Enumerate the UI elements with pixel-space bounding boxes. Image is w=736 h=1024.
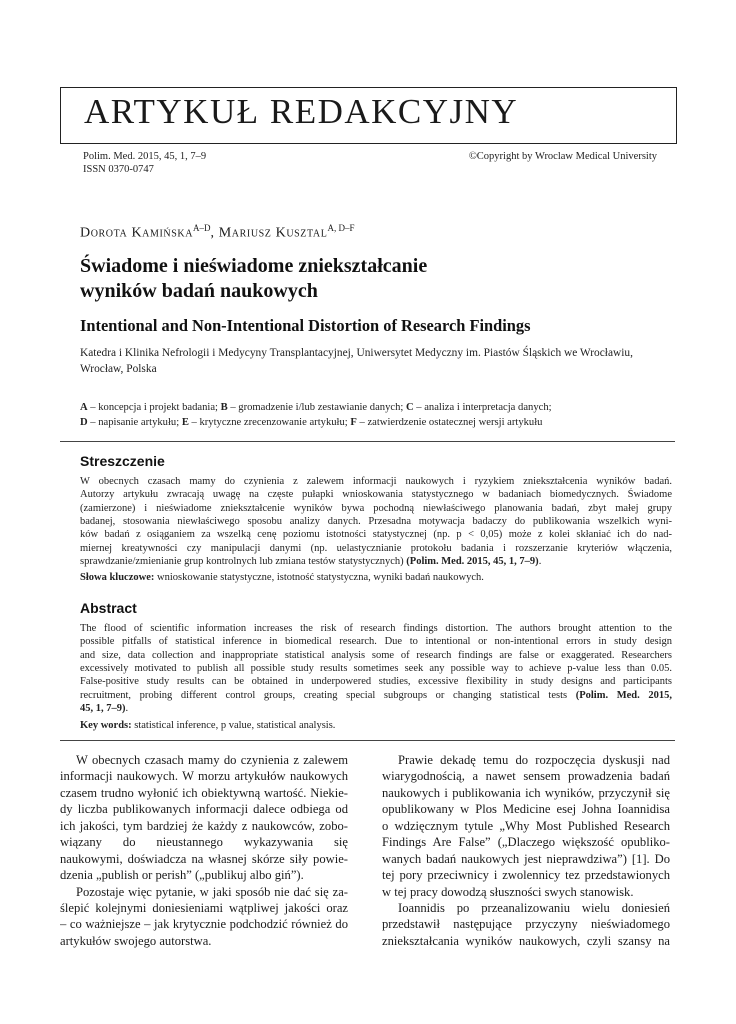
streszczenie-line: (zamierzone) i nieświadome zniekształcenie wyników bywa pochodną niewłaściwego planowania badań, zbyt małej grupy <box>80 502 672 514</box>
citation: (Polim. Med. 2015, 45, 1, 7–9) <box>406 556 539 568</box>
body-text-line: informacji naukowych. W morzu artykułów naukowych <box>60 769 348 784</box>
keywords-label: Key words: <box>80 720 132 731</box>
contribution-desc: – analiza i interpretacja danych; <box>413 402 552 413</box>
abstract-line <box>80 702 672 715</box>
body-text-line: przedstawił następujące przyczyny nieświadomego <box>382 917 670 932</box>
contribution-code: B <box>220 402 228 413</box>
abstract-line-text: recruitment, probing different control groups, creating special subgroups or changing statistical tests <box>80 689 576 701</box>
body-text-line: Findings Are False” („Dlaczego większość opubliko- <box>382 835 670 850</box>
body-text-line: ślepić kolejnymi doniesieniami wątpliwej jakości oraz <box>60 900 348 915</box>
affiliation <box>80 346 670 377</box>
body-text-line: Pozostaje więc pytanie, w jaki sposób nie dać się za- <box>76 884 348 899</box>
author-separator: , <box>210 225 219 241</box>
body-text-line: w tej pracy dowodzą słuszności swych stanowisk. <box>382 884 634 899</box>
body-text-line: W obecnych czasach mamy do czynienia z zalewem <box>76 753 348 767</box>
contribution-code: C <box>405 402 414 413</box>
streszczenie-heading: Streszczenie <box>80 453 165 469</box>
contribution-desc: – napisanie artykułu; <box>87 416 182 428</box>
body-text-line: – co ważniejsze – jak krytycznie podchodzić również do <box>60 917 348 932</box>
streszczenie-line: ków badań z osiąganiem za wszelką cenę poziomu istotności statystycznej (np. p < 0,05) może z kolei skłaniać ich do nad- <box>80 529 672 541</box>
polish-title-line: wyników badań naukowych <box>80 280 318 302</box>
contribution-desc: – gromadzenie i/lub zestawianie danych; <box>227 402 406 413</box>
polish-title <box>80 254 640 304</box>
streszczenie-line: badanej, stosowania niewłaściwego sposobu analizy danych. Przesadna motywacja badaczy do publikowania wszelkich wyni- <box>80 516 672 528</box>
streszczenie-line <box>80 555 672 568</box>
contribution-line <box>80 401 680 416</box>
body-text-line: wiązany do nieustannego wykazywania się <box>60 835 348 850</box>
divider <box>60 740 675 741</box>
streszczenie-line-text: sprawdzanie/zmienianie grup kontrolnych lub zmiana testów statystycznych) <box>80 556 407 568</box>
abstract-line: and size, data collection and inappropriate statistical analysis some of research findings are false or exaggerated. Researchers <box>80 649 672 661</box>
body-text-line: dzenia „publish or perish” („publikuj albo giń”). <box>60 868 304 883</box>
author-name: Mariusz Kusztal <box>218 225 328 241</box>
keywords-text: statistical inference, p value, statistical analysis. <box>131 720 336 731</box>
body-text-line: wiarygodnością, a nawet sensem prowadzenia badań <box>382 769 670 784</box>
author-list <box>80 223 354 242</box>
body-column-left <box>60 752 348 949</box>
abstract-line: possible pitfalls of statistical inference in biomedical research. Due to intentional or non-intentional errors in study design <box>80 636 672 648</box>
abstract-line: The flood of scientific information increases the risk of research findings distortion. The authors brought attention to the <box>80 623 672 634</box>
body-text-line: ich jakości, tym bardziej że każdy z naukowców, zobo- <box>60 818 348 833</box>
line-end: . <box>538 556 542 568</box>
streszczenie-text <box>80 475 672 568</box>
contribution-desc: – krytyczne zrecenzowanie artykułu; <box>188 416 351 428</box>
author-name: Dorota Kamińska <box>80 225 194 241</box>
abstract-text <box>80 622 672 715</box>
article-type-banner <box>60 87 677 144</box>
body-text-line: naukowych i publikowania ich wyników, przyczynił się <box>382 785 670 800</box>
author-contribution: A–D <box>193 223 211 233</box>
body-text-line: tej pory przeciwnicy i zwolennicy tez przedstawionych <box>382 868 670 883</box>
contribution-desc: – zatwierdzenie ostatecznej wersji artykułu <box>356 416 543 428</box>
contribution-line <box>80 416 680 431</box>
contribution-code: A <box>80 402 88 413</box>
body-text-line: Prawie dekadę temu do rozpoczęcia dyskusji nad <box>398 753 670 767</box>
abstract-line: False-positive study results can be obtained in underpowered studies, excessive flexibility in study designs and participants <box>80 676 672 688</box>
abstract-heading: Abstract <box>80 600 137 616</box>
divider <box>60 441 675 442</box>
body-column-right <box>382 752 670 949</box>
body-text-line: dy liczba publikowanych informacji dalece odbiega od <box>60 802 348 817</box>
polish-title-line: Świadome i nieświadome zniekształcanie <box>80 255 428 277</box>
affiliation-line: Katedra i Klinika Nefrologii i Medycyny Transplantacyjnej, Uniwersytet Medyczny im. Piastów Śląskich we Wrocławiu, <box>80 347 633 359</box>
body-text-line: zniekształcania wyników naukowych, czyli szansy na <box>382 933 670 948</box>
issn: ISSN 0370-0747 <box>83 164 154 175</box>
contribution-code: F <box>350 416 357 428</box>
line-end: . <box>125 703 129 715</box>
polish-keywords <box>80 572 484 583</box>
contribution-code: D <box>80 416 88 428</box>
body-text-line: wanych badań naukowych jest nieprawdziwa”) [1]. Do <box>382 851 670 866</box>
english-title: Intentional and Non-Intentional Distortion of Research Findings <box>80 316 531 335</box>
author-contribution: A, D–F <box>327 223 355 233</box>
citation: 45, 1, 7–9) <box>80 703 126 715</box>
streszczenie-line: W obecnych czasach mamy do czynienia z zalewem informacji naukowych i ryzykiem zniekształcenia wyników badań. <box>80 476 672 487</box>
contribution-code: E <box>181 416 189 428</box>
abstract-line: excessively motivated to publish all possible study results sometimes seek any possible way to achieve p-value less than 0.05. <box>80 663 672 675</box>
contribution-legend <box>80 401 680 430</box>
contribution-desc: – koncepcja i projekt badania; <box>87 402 221 413</box>
keywords-text: wnioskowanie statystyczne, istotność statystyczna, wyniki badań naukowych. <box>154 572 484 583</box>
article-type-title: ARTYKUŁ REDAKCYJNY <box>84 92 519 131</box>
keywords-label: Słowa kluczowe: <box>80 572 155 583</box>
english-keywords <box>80 720 335 731</box>
body-text-line: opublikowany w Plos Medicine esej Johna Ioannidisa <box>382 802 670 817</box>
affiliation-line: Wrocław, Polska <box>80 362 157 375</box>
streszczenie-line: miernej kreatywności czy manipulacji danymi (np. uelastycznianie protokołu badania i rozszerzanie kryteriów włączenia, <box>80 542 672 554</box>
body-text-line: czasem trudno wyłonić ich obiektywną wartość. Niekie- <box>60 785 348 800</box>
abstract-line <box>80 689 672 702</box>
citation: (Polim. Med. 2015, <box>575 689 672 701</box>
body-text-line: artykułów swojego autorstwa. <box>60 933 212 948</box>
body-text-line: Ioannidis po przeanalizowaniu wielu doniesień <box>398 900 670 915</box>
body-text-line: naukowymi, doświadcza na własnej skórze siły powie- <box>60 851 348 866</box>
streszczenie-line: Autorzy artykułu zwracają uwagę na częste pułapki wnioskowania statystycznego w badaniach biomedycznych. Świadome <box>80 489 672 501</box>
body-text-line: o wdzięcznym tytule „Why Most Published Research <box>382 818 670 833</box>
journal-citation: Polim. Med. 2015, 45, 1, 7–9 <box>83 151 207 162</box>
copyright: ©Copyright by Wroclaw Medical University <box>468 151 657 162</box>
